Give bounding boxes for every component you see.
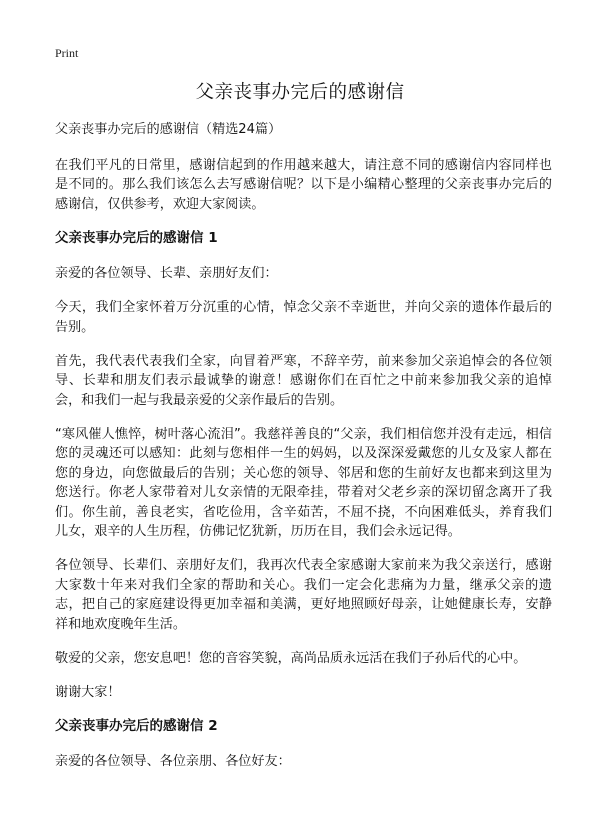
section-heading-1: 父亲丧事办完后的感谢信 1: [55, 229, 218, 246]
section-2-salutation: 亲爱的各位领导、各位亲朋、各位好友：: [55, 754, 291, 769]
section-1-closing: 谢谢大家！: [55, 684, 121, 700]
section-1-salutation: 亲爱的各位领导、长辈、亲朋好友们：: [55, 266, 278, 281]
section-1-paragraph: 敬爱的父亲，您安息吧！您的音容笑貌，高尚品质永远活在我们子孙后代的心中。: [55, 650, 527, 666]
print-link[interactable]: Print: [55, 46, 79, 60]
section-heading-2: 父亲丧事办完后的感谢信 2: [55, 717, 218, 734]
article-subtitle: 父亲丧事办完后的感谢信（精选24篇）: [55, 122, 282, 137]
page-title: 父亲丧事办完后的感谢信: [195, 82, 405, 103]
section-1-paragraph: 各位领导、长辈们、亲朋好友们，我再次代表全家感谢大家前来为我父亲送行，感谢大家数十年来对我们全家的帮助和关心。我们一定会化悲痛为力量，继承父亲的遗志，把自己的家庭建设得更加幸福和美满，更好地照顾好母亲，让她健康长寿，安静祥和地欢度晚年生活。: [55, 558, 552, 632]
section-1-paragraph: 首先，我代表代表我们全家，向冒着严寒，不辞辛劳，前来参加父亲追悼会的各位领导、长辈和朋友们表示最诚挚的谢意！感谢你们在百忙之中前来参加我父亲的追悼会，和我们一起与我最亲爱的父亲作最后的告别。: [55, 353, 552, 408]
intro-paragraph: 在我们平凡的日常里，感谢信起到的作用越来越大，请注意不同的感谢信内容同样也是不同的。那么我们该怎么去写感谢信呢？以下是小编精心整理的父亲丧事办完后的感谢信，仅供参考，欢迎大家阅读。: [55, 157, 552, 212]
section-1-paragraph: 今天，我们全家怀着万分沉重的心情，悼念父亲不幸逝世，并向父亲的遗体作最后的告别。: [55, 300, 552, 335]
article-body: [55, 120, 552, 786]
section-1-paragraph: “寒风催人憔悴，树叶落心流泪”。我慈祥善良的“父亲，我们相信您并没有走远，相信您的灵魂还可以感知：此刻与您相伴一生的妈妈，以及深深爱戴您的儿女及家人都在您的身边，向您做最后的告别；关心您的领导、邻居和您的生前好友也都来到这里为您送行。你老人家带着对儿女亲情的无限牵挂，带着对父老乡亲的深切留念离开了我们。你生前，善良老实，省吃俭用，含辛茹苦，不屈不挠，不向困难低头，养育我们儿女，艰辛的人生历程，仿佛记忆犹新，历历在目，我们会永远记得。: [55, 426, 552, 539]
